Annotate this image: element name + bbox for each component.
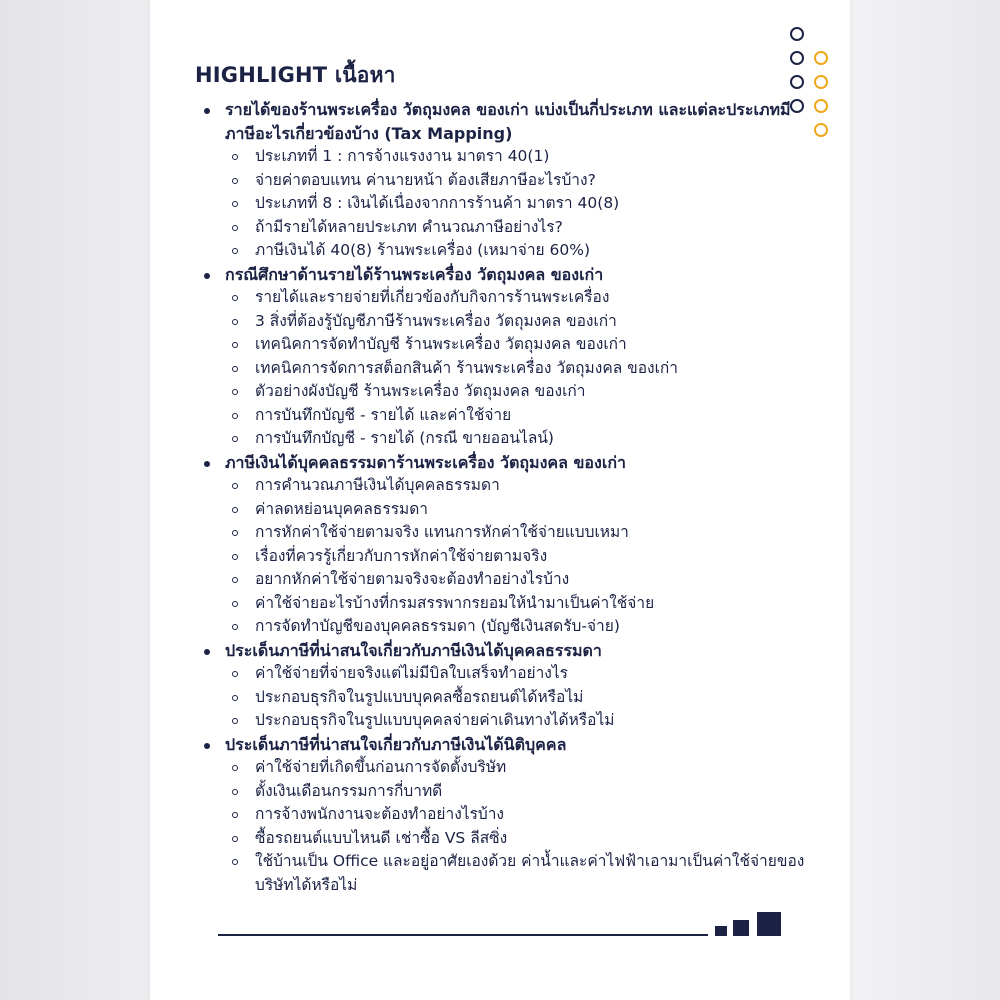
section-item [195,263,815,451]
list-item-text: ภาษีเงินได้ 40(8) ร้านพระเครื่อง (เหมาจ่าย 60%) [255,241,591,259]
bullet-circle-icon [232,483,238,489]
list-item-text: รายได้และรายจ่ายที่เกี่ยวข้องกับกิจการร้านพระเครื่อง [255,288,610,306]
list-item-text: ประกอบธุรกิจในรูปแบบบุคคลจ่ายค่าเดินทางได้หรือไม่ [255,711,615,729]
bullet-circle-icon [232,295,238,301]
footer-bars-icon [713,910,783,936]
list-item [225,216,815,240]
list-item [225,756,815,780]
bullet-dot-icon [204,461,210,467]
bullet-circle-icon [232,201,238,207]
bullet-circle-icon [232,601,238,607]
list-item-text: ค่าใช้จ่ายที่เกิดขึ้นก่อนการจัดตั้งบริษัท [255,758,507,776]
list-item [225,521,815,545]
list-item [225,286,815,310]
section-heading: รายได้ของร้านพระเครื่อง วัตถุมงคล ของเก่า แบ่งเป็นกี่ประเภท และแต่ละประเภทมีภาษีอะไรเกี่ยวข้องบ้าง (Tax Mapping) [225,100,791,143]
list-item [225,662,815,686]
footer-bar [715,926,727,936]
list-item [225,803,815,827]
list-item-text: การจ้างพนักงานจะต้องทำอย่างไรบ้าง [255,805,504,823]
bullet-circle-icon [232,554,238,560]
list-item-text: ค่าลดหย่อนบุคคลธรรมดา [255,499,429,518]
list-item-text: เรื่องที่ควรรู้เกี่ยวกับการหักค่าใช้จ่ายตามจริง [255,546,548,565]
list-item-text: ถ้ามีรายได้หลายประเภท คำนวณภาษีอย่างไร? [255,217,563,236]
list-item-text: การคำนวณภาษีเงินได้บุคคลธรรมดา [255,476,500,494]
list-item-text: ค่าใช้จ่ายอะไรบ้างที่กรมสรรพากรยอมให้นำมาเป็นค่าใช้จ่าย [255,593,655,612]
list-item-text: ค่าใช้จ่ายที่จ่ายจริงแต่ไม่มีบิลใบเสร็จทำอย่างไร [255,664,568,682]
list-item [225,568,815,592]
decorative-dot-gold [814,75,828,89]
footer-divider [218,934,708,936]
list-item-text: ตัวอย่างผังบัญชี ร้านพระเครื่อง วัตถุมงคล ของเก่า [255,382,586,400]
list-item-text: ซื้อรถยนต์แบบไหนดี เช่าซื้อ VS ลีสซิ่ง [255,828,508,847]
list-item [225,592,815,616]
list-item [225,192,815,216]
section-heading: ประเด็นภาษีที่น่าสนใจเกี่ยวกับภาษีเงินได้บุคคลธรรมดา [225,640,602,660]
list-item-text: อยากหักค่าใช้จ่ายตามจริงจะต้องทำอย่างไรบ้าง [255,570,570,588]
bullet-circle-icon [232,812,238,818]
list-item [225,709,815,733]
list-item [225,545,815,569]
bullet-dot-icon [204,108,210,114]
sub-item-list [225,145,815,263]
footer-bar [733,920,749,936]
decorative-dot-navy [790,27,804,41]
bullet-circle-icon [232,248,238,254]
bullet-circle-icon [232,342,238,348]
bullet-circle-icon [232,765,238,771]
list-item-text: จ่ายค่าตอบแทน ค่านายหน้า ต้องเสียภาษีอะไรบ้าง? [255,170,596,189]
list-item [225,498,815,522]
list-item-text: การจัดทำบัญชีของบุคคลธรรมดา (บัญชีเงินสดรับ-จ่าย) [255,617,620,635]
bullet-circle-icon [232,225,238,231]
section-item [195,733,815,898]
bullet-circle-icon [232,178,238,184]
bullet-circle-icon [232,154,238,160]
page-title: HIGHLIGHT เนื้อหา [195,63,396,87]
list-item-text: ประเภทที่ 8 : เงินได้เนื่องจากการร้านค้า มาตรา 40(8) [255,194,620,212]
footer-bar [757,912,781,936]
list-item [225,239,815,263]
bullet-circle-icon [232,413,238,419]
bullet-circle-icon [232,624,238,630]
list-item [225,169,815,193]
list-item [225,145,815,169]
bullet-circle-icon [232,577,238,583]
sub-item-list [225,474,815,639]
section-heading: ภาษีเงินได้บุคคลธรรมดาร้านพระเครื่อง วัตถุมงคล ของเก่า [225,452,626,472]
list-item [225,404,815,428]
section-item [195,98,815,263]
page-background-left [0,0,150,1000]
bullet-circle-icon [232,389,238,395]
sub-item-list [225,756,815,897]
sub-item-list [225,662,815,733]
list-item [225,333,815,357]
list-item [225,380,815,404]
bullet-circle-icon [232,671,238,677]
highlight-content [195,60,815,897]
list-item [225,686,815,710]
bullet-dot-icon [204,743,210,749]
bullet-dot-icon [204,273,210,279]
list-item-text: 3 สิ่งที่ต้องรู้บัญชีภาษีร้านพระเครื่อง วัตถุมงคล ของเก่า [255,311,617,330]
list-item [225,310,815,334]
bullet-circle-icon [232,507,238,513]
list-item-text: ตั้งเงินเดือนกรรมการกี่บาทดี [255,781,443,800]
decorative-dot-gold [814,123,828,137]
list-item-text: การบันทึกบัญชี - รายได้ และค่าใช้จ่าย [255,405,512,424]
list-item [225,780,815,804]
section-heading: ประเด็นภาษีที่น่าสนใจเกี่ยวกับภาษีเงินได้นิติบุคคล [225,734,567,754]
section-item [195,639,815,733]
section-item [195,451,815,639]
bullet-dot-icon [204,649,210,655]
list-item-text: การหักค่าใช้จ่ายตามจริง แทนการหักค่าใช้จ่ายแบบเหมา [255,523,629,541]
list-item-text: ประเภทที่ 1 : การจ้างแรงงาน มาตรา 40(1) [255,147,550,165]
bullet-circle-icon [232,366,238,372]
list-item-text: ใช้บ้านเป็น Office และอยู่อาศัยเองด้วย ค่าน้ำและค่าไฟฟ้าเอามาเป็นค่าใช้จ่ายของบริษัทได้หรือไม่ [255,852,805,894]
list-item-text: ประกอบธุรกิจในรูปแบบบุคคลซื้อรถยนต์ได้หรือไม่ [255,687,584,706]
list-item [225,615,815,639]
list-item [225,827,815,851]
bullet-circle-icon [232,836,238,842]
section-list [195,98,815,897]
list-item-text: การบันทึกบัญชี - รายได้ (กรณี ขายออนไลน์) [255,429,554,447]
bullet-circle-icon [232,859,238,865]
decorative-dot-gold [814,99,828,113]
bullet-circle-icon [232,530,238,536]
list-item-text: เทคนิคการจัดการสต็อกสินค้า ร้านพระเครื่อง วัตถุมงคล ของเก่า [255,358,678,377]
decorative-dot-gold [814,51,828,65]
bullet-circle-icon [232,436,238,442]
list-item [225,427,815,451]
section-heading: กรณีศึกษาด้านรายได้ร้านพระเครื่อง วัตถุมงคล ของเก่า [225,264,604,284]
bullet-circle-icon [232,789,238,795]
list-item [225,850,815,897]
bullet-circle-icon [232,319,238,325]
sub-item-list [225,286,815,451]
list-item-text: เทคนิคการจัดทำบัญชี ร้านพระเครื่อง วัตถุมงคล ของเก่า [255,335,627,353]
list-item [225,357,815,381]
list-item [225,474,815,498]
page-background-right [850,0,1000,1000]
bullet-circle-icon [232,718,238,724]
bullet-circle-icon [232,695,238,701]
